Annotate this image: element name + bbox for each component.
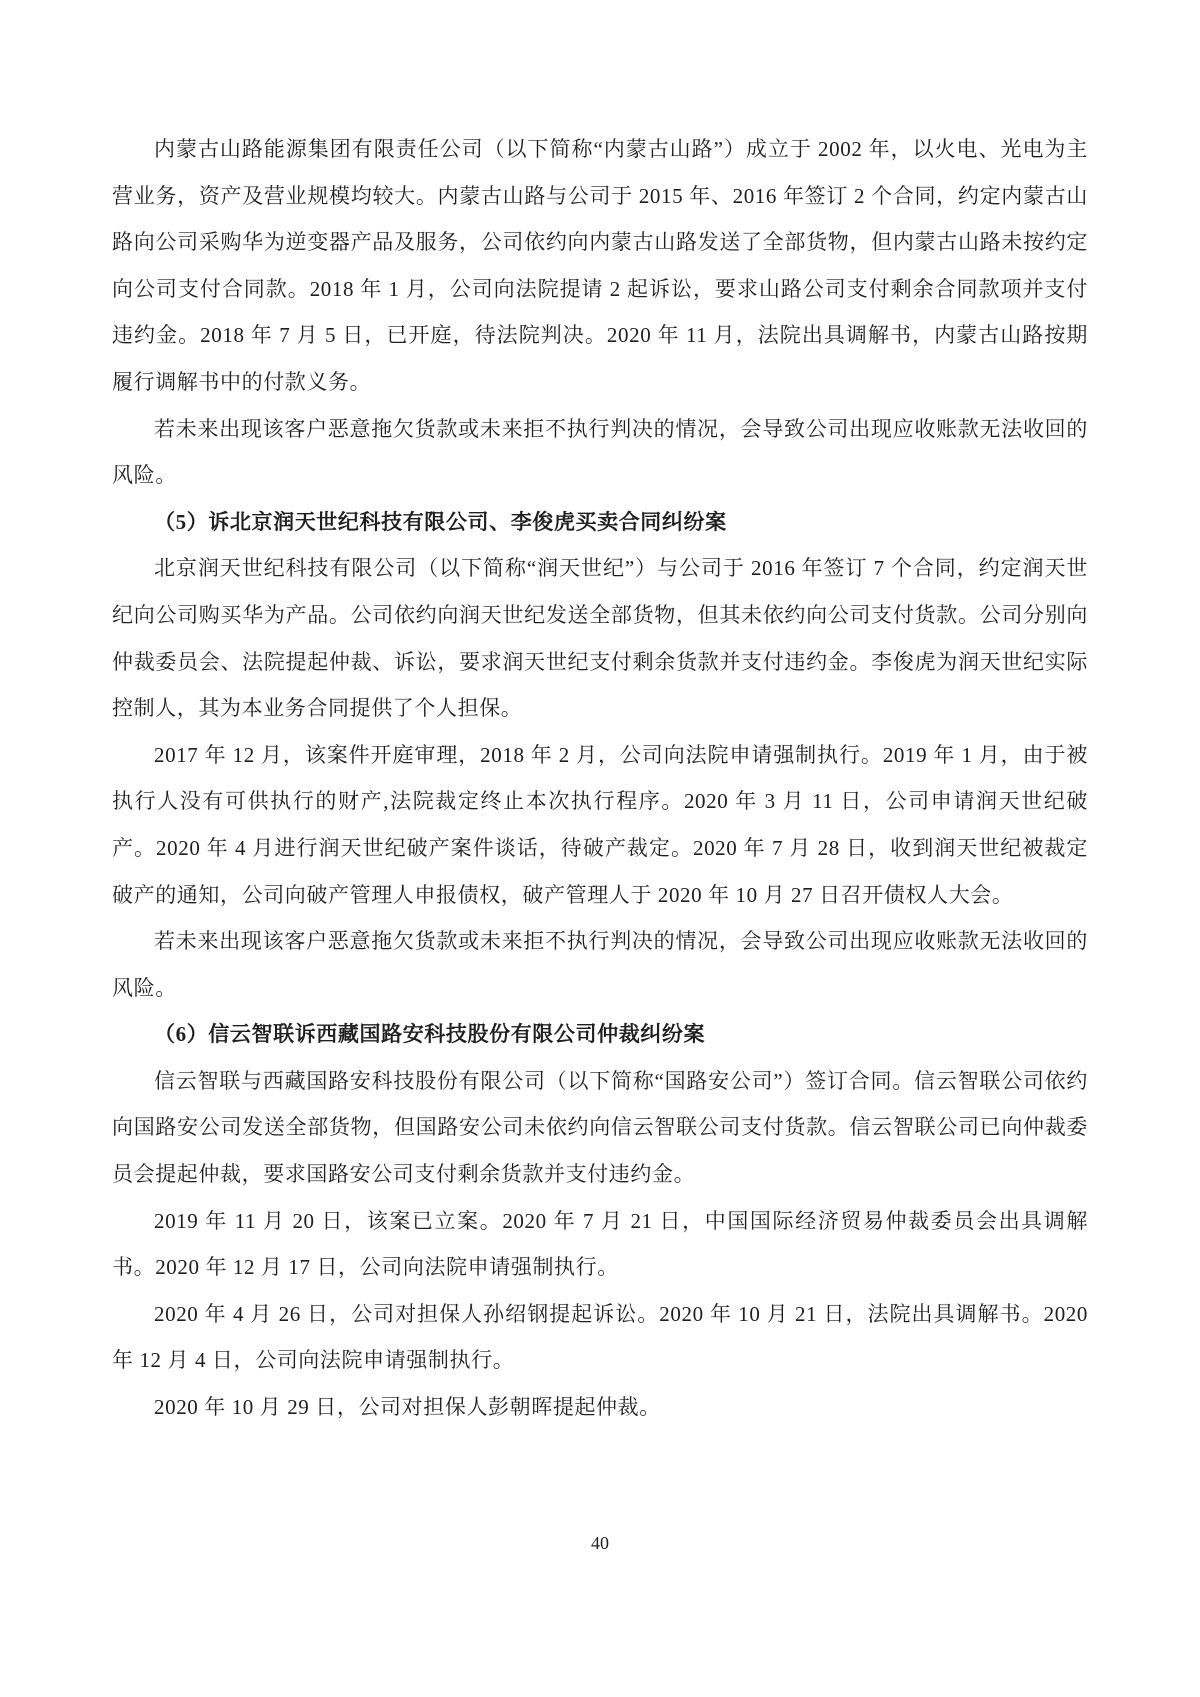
document-body — [112, 126, 1088, 1431]
paragraph: 2019 年 11 月 20 日，该案已立案。2020 年 7 月 21 日，中国国际经济贸易仲裁委员会出具调解书。2020 年 12 月 17 日，公司向法院申请强制执行。 — [112, 1208, 1088, 1280]
paragraph: 2017 年 12 月，该案件开庭审理，2018 年 2 月，公司向法院申请强制执行。2019 年 1 月，由于被执行人没有可供执行的财产,法院裁定终止本次执行程序。2020 年 3 月 11 日，公司申请润天世纪破产。2020 年 4 月进行润天世纪破产案件谈话，待破产裁定。2020 年 7 月 28 日，收到润天世纪被裁定破产的通知，公司向破产管理人申报债权，破产管理人于 2020 年 10 月 27 日召开债权人大会。 — [112, 742, 1088, 907]
paragraph: 内蒙古山路能源集团有限责任公司（以下简称“内蒙古山路”）成立于 2002 年，以火电、光电为主营业务，资产及营业规模均较大。内蒙古山路与公司于 2015 年、2016 年签订 2 个合同，约定内蒙古山路向公司采购华为逆变器产品及服务，公司依约向内蒙古山路发送了全部货物，但内蒙古山路未按约定向公司支付合同款。2018 年 1 月，公司向法院提请 2 起诉讼，要求山路公司支付剩余合同款项并支付违约金。2018 年 7 月 5 日，已开庭，待法院判决。2020 年 11 月，法院出具调解书，内蒙古山路按期履行调解书中的付款义务。 — [112, 137, 1088, 394]
paragraph: 北京润天世纪科技有限公司（以下简称“润天世纪”）与公司于 2016 年签订 7 个合同，约定润天世纪向公司购买华为产品。公司依约向润天世纪发送全部货物，但其未依约向公司支付货款。公司分别向仲裁委员会、法院提起仲裁、诉讼，要求润天世纪支付剩余货款并支付违约金。李俊虎为润天世纪实际控制人，其为本业务合同提供了个人担保。 — [112, 556, 1088, 721]
section-heading-6: （6）信云智联诉西藏国路安科技股份有限公司仲裁纠纷案 — [154, 1022, 706, 1047]
paragraph: 2020 年 10 月 29 日，公司对担保人彭朝晖提起仲裁。 — [154, 1395, 661, 1420]
paragraph: 2020 年 4 月 26 日，公司对担保人孙绍钢提起诉讼。2020 年 10 月 21 日，法院出具调解书。2020 年 12 月 4 日，公司向法院申请强制执行。 — [112, 1301, 1088, 1373]
page-number: 40 — [591, 1533, 609, 1553]
paragraph: 若未来出现该客户恶意拖欠货款或未来拒不执行判决的情况，会导致公司出现应收账款无法收回的风险。 — [112, 929, 1088, 1000]
section-heading-5: （5）诉北京润天世纪科技有限公司、李俊虎买卖合同纠纷案 — [154, 509, 727, 534]
paragraph: 信云智联与西藏国路安科技股份有限公司（以下简称“国路安公司”）签订合同。信云智联公司依约向国路安公司发送全部货物，但国路安公司未依约向信云智联公司支付货款。信云智联公司已向仲裁委员会提起仲裁，要求国路安公司支付剩余货款并支付违约金。 — [112, 1068, 1088, 1187]
paragraph: 若未来出现该客户恶意拖欠货款或未来拒不执行判决的情况，会导致公司出现应收账款无法收回的风险。 — [112, 416, 1088, 488]
